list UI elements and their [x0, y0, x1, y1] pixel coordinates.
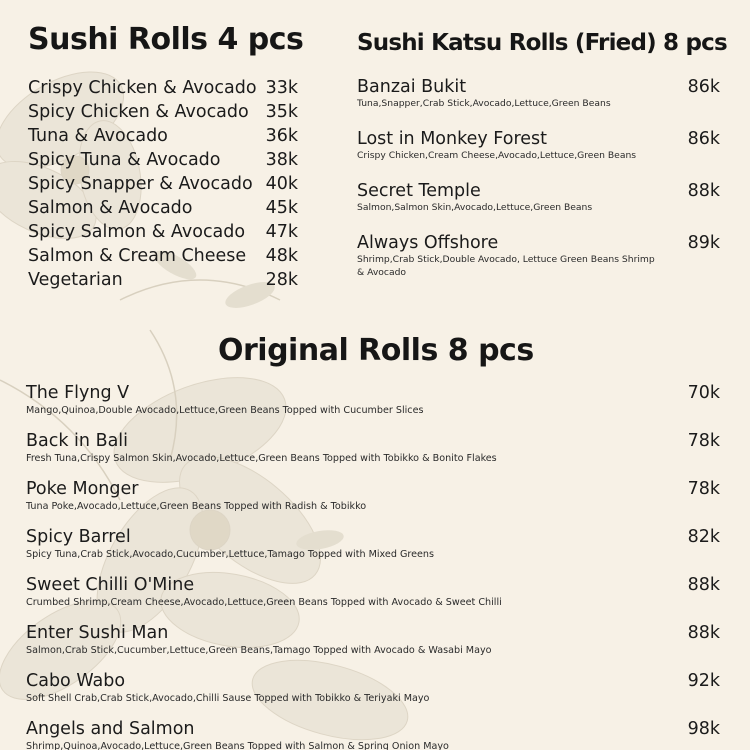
- menu-item: [28, 100, 298, 124]
- item-price: 98k: [687, 719, 720, 739]
- item-price: 33k: [265, 78, 298, 98]
- item-price: 45k: [265, 198, 298, 218]
- item-description: Spicy Tuna,Crab Stick,Avocado,Cucumber,Lettuce,Tamago Topped with Mixed Greens: [26, 549, 435, 560]
- item-price: 86k: [687, 77, 720, 97]
- menu-item: [357, 181, 720, 233]
- menu-item: [28, 220, 298, 244]
- menu-item: [26, 431, 720, 479]
- item-name: Lost in Monkey Forest: [357, 129, 548, 149]
- item-name: Salmon & Avocado: [28, 198, 193, 218]
- item-name: Spicy Snapper & Avocado: [28, 174, 253, 194]
- item-description: Salmon,Salmon Skin,Avocado,Lettuce,Green Beans: [357, 202, 593, 213]
- menu-item: [28, 148, 298, 172]
- menu-item: [28, 76, 298, 100]
- item-name: Always Offshore: [357, 233, 499, 253]
- item-name: Enter Sushi Man: [26, 623, 169, 643]
- item-price: 88k: [687, 181, 720, 201]
- menu-item: [26, 479, 720, 527]
- item-price: 35k: [265, 102, 298, 122]
- menu-item: [28, 268, 298, 292]
- item-price: 28k: [265, 270, 298, 290]
- item-name: Secret Temple: [357, 181, 481, 201]
- item-description: Salmon,Crab Stick,Cucumber,Lettuce,Green Beans,Tamago Topped with Avocado & Wasabi Mayo: [26, 645, 492, 656]
- sushi-rolls-list: [28, 76, 298, 292]
- item-description: Fresh Tuna,Crispy Salmon Skin,Avocado,Lettuce,Green Beans Topped with Tobikko & Bonito Flakes: [26, 453, 497, 464]
- menu-item: [28, 196, 298, 220]
- item-name: Vegetarian: [28, 270, 123, 290]
- item-price: 88k: [687, 575, 720, 595]
- original-rolls-list: [26, 383, 720, 750]
- item-name: Spicy Chicken & Avocado: [28, 102, 249, 122]
- item-price: 86k: [687, 129, 720, 149]
- item-name: Crispy Chicken & Avocado: [28, 78, 257, 98]
- menu-item: [26, 575, 720, 623]
- item-name: Tuna & Avocado: [28, 126, 168, 146]
- item-price: 70k: [687, 383, 720, 403]
- menu-item: [26, 527, 720, 575]
- item-name: Back in Bali: [26, 431, 129, 451]
- menu-item: [357, 129, 720, 181]
- item-price: 78k: [687, 479, 720, 499]
- item-description: Shrimp,Crab Stick,Double Avocado, Lettuce Green Beans Shrimp & Avocado: [357, 254, 655, 278]
- item-price: 48k: [265, 246, 298, 266]
- item-name: Spicy Tuna & Avocado: [28, 150, 221, 170]
- item-description: Shrimp,Quinoa,Avocado,Lettuce,Green Beans Topped with Salmon & Spring Onion Mayo: [26, 741, 449, 750]
- menu-item: [26, 671, 720, 719]
- item-description: Mango,Quinoa,Double Avocado,Lettuce,Green Beans Topped with Cucumber Slices: [26, 405, 424, 416]
- item-price: 92k: [687, 671, 720, 691]
- menu-item: [26, 719, 720, 750]
- item-price: 47k: [265, 222, 298, 242]
- item-price: 78k: [687, 431, 720, 451]
- menu-item: [28, 244, 298, 268]
- menu-item: [26, 623, 720, 671]
- item-price: 36k: [265, 126, 298, 146]
- item-description: Tuna,Snapper,Crab Stick,Avocado,Lettuce,Green Beans: [357, 98, 611, 109]
- item-price: 88k: [687, 623, 720, 643]
- item-name: The Flyng V: [26, 383, 130, 403]
- menu-item: [357, 77, 720, 129]
- item-name: Angels and Salmon: [26, 719, 195, 739]
- item-description: Soft Shell Crab,Crab Stick,Avocado,Chilli Sause Topped with Tobikko & Teriyaki Mayo: [26, 693, 430, 704]
- item-name: Spicy Barrel: [26, 527, 131, 547]
- item-name: Cabo Wabo: [26, 671, 126, 691]
- sushi-rolls-title: Sushi Rolls 4 pcs: [28, 22, 304, 57]
- item-description: Tuna Poke,Avocado,Lettuce,Green Beans Topped with Radish & Tobikko: [26, 501, 367, 512]
- menu-item: [26, 383, 720, 431]
- original-rolls-title: Original Rolls 8 pcs: [218, 333, 534, 368]
- menu-item: [28, 172, 298, 196]
- item-name: Poke Monger: [26, 479, 139, 499]
- item-price: 38k: [265, 150, 298, 170]
- item-name: Banzai Bukit: [357, 77, 467, 97]
- item-price: 89k: [687, 233, 720, 253]
- menu-item: [28, 124, 298, 148]
- item-name: Salmon & Cream Cheese: [28, 246, 247, 266]
- item-price: 82k: [687, 527, 720, 547]
- item-name: Sweet Chilli O'Mine: [26, 575, 195, 595]
- katsu-rolls-list: [357, 77, 720, 285]
- item-description: Crispy Chicken,Cream Cheese,Avocado,Lettuce,Green Beans: [357, 150, 637, 161]
- menu-item: [357, 233, 720, 285]
- item-price: 40k: [265, 174, 298, 194]
- item-name: Spicy Salmon & Avocado: [28, 222, 246, 242]
- item-description: Crumbed Shrimp,Cream Cheese,Avocado,Lettuce,Green Beans Topped with Avocado & Sweet Chilli: [26, 597, 502, 608]
- katsu-rolls-title: Sushi Katsu Rolls (Fried) 8 pcs: [357, 30, 727, 56]
